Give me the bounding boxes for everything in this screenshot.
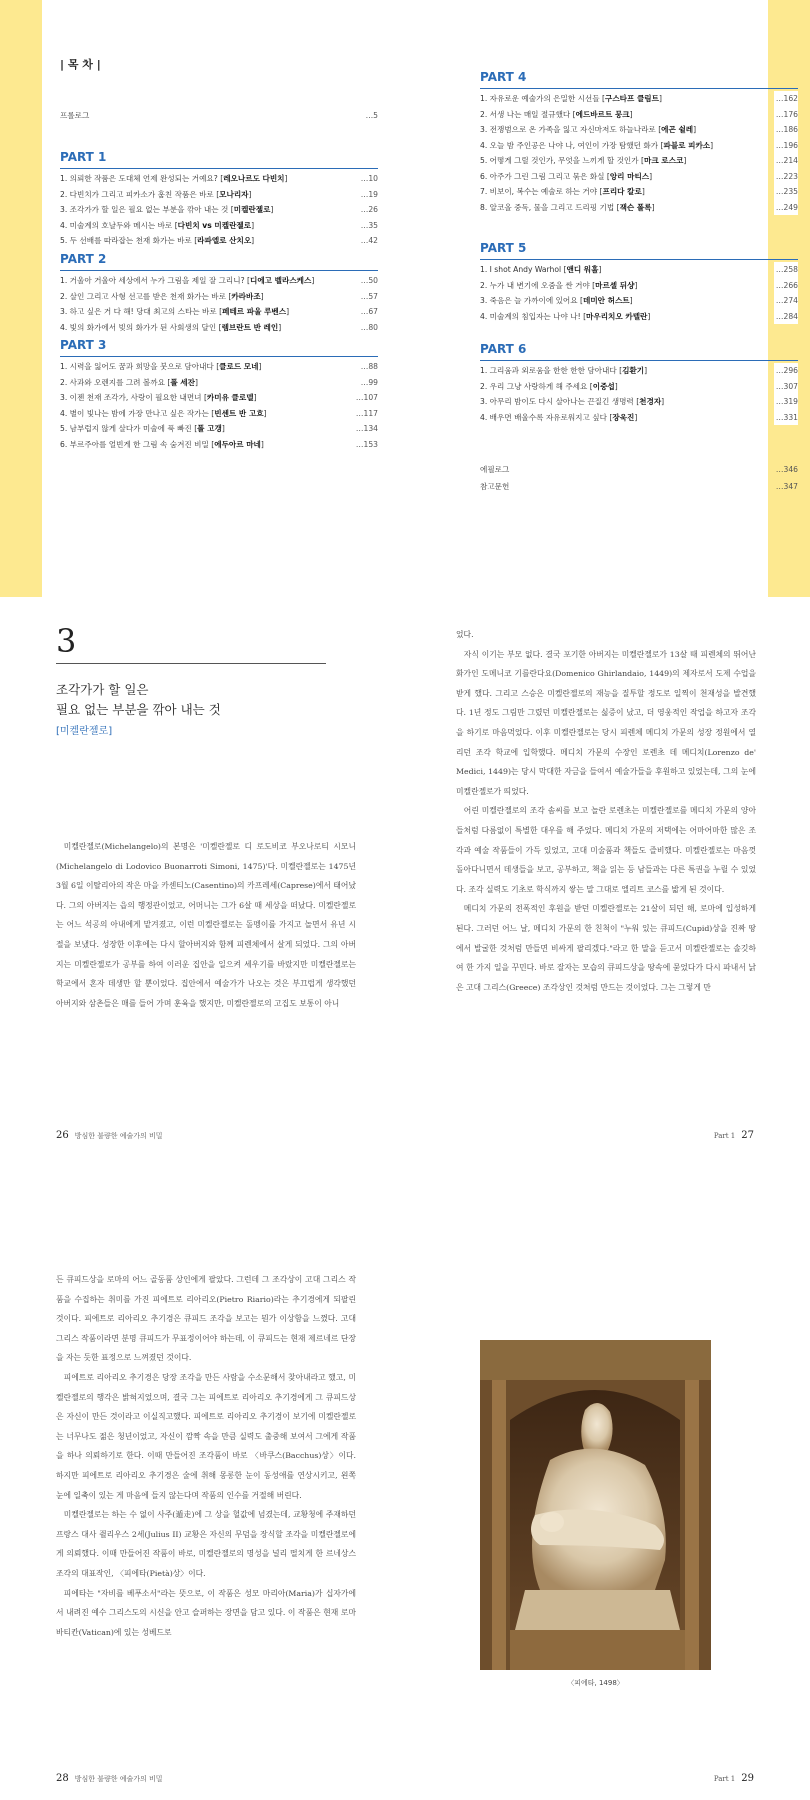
paragraph: 자식 이기는 부모 없다. 결국 포기한 아버지는 미켈란젤로가 13살 때 피렌체의 뛰어난 화가인 도메니코 기를란다요(Domenico Ghirlandaio, 1449)의 제자로서 도제 수업을 받게 했다. 그리고 스승은 미켈란젤로의 재능을 질투할 정도로 일찍이 천재성을 발견했다. 1년 정도 그림만 그렸던 미켈란젤로는 싫증이 났고, 더 영웅적인 작업을 하고자 조각을 하기로 마음먹었다. 이후 미켈란젤로는 당시 피렌체 메디치 가문의 성장 정원에서 열리던 조각 학교에 입학했다. 메디치 가문의 수장인 로렌초 데 메디치(Lorenzo de' Medici, 1449)는 당시 막대한 자금을 들여서 예술가들을 후원하고 있었는데, 그의 눈에 미켈란젤로가 띄었다. <box>456 649 756 796</box>
toc-entry[interactable]: 4. 오늘 밤 주인공은 나야 나, 여인이 가장 탐했던 화가 [파블로 피카소] …196 <box>480 138 798 154</box>
toc-references[interactable]: 참고문헌 …347 <box>480 482 798 491</box>
toc-entry[interactable]: 4. 별이 빛나는 밤에 가장 만나고 싶은 작가는 [빈센트 반 고흐] …117 <box>60 406 378 422</box>
toc-entry[interactable]: 1. 자유로운 예술가의 은밀한 시선들 [구스타프 클림트] …162 <box>480 91 798 107</box>
folio-28: 28 방심한 불량한 예술가의 비밀 <box>56 1773 163 1784</box>
toc-entry[interactable]: 4. 미술계의 호날두와 메시는 바로 [다빈치 vs 미켈란젤로] …35 <box>60 218 378 234</box>
toc-entry[interactable]: 4. 미술계의 침입자는 나야 나! [마우리치오 카텔란] …284 <box>480 309 798 325</box>
toc-entry[interactable]: 1. 거울아 거울아 세상에서 누가 그림을 제일 잘 그리니? [디에고 벨라스케스] …50 <box>60 273 378 289</box>
toc-part-2 <box>480 241 798 324</box>
pieta-photo <box>480 1340 711 1670</box>
paragraph: 피에타는 "자비를 베푸소서"라는 뜻으로, 이 작품은 성모 마리아(Maria)가 십자가에서 내려진 예수 그리스도의 시신을 안고 슬퍼하는 장면을 담고 있다. 이 작품은 현재 로마 바티칸(Vatican)에 있는 성베드로 <box>56 1588 356 1637</box>
toc-entry[interactable]: 1. 그리움과 외로움을 한한 한한 담아내다 [김환기] …296 <box>480 363 798 379</box>
paragraph: 미켈란젤로(Michelangelo)의 본명은 '미켈란젤로 디 로도비코 부오나로티 시모니(Michelangelo di Lodovico Buonarroti Simoni, 1475)'다. 미켈란젤로는 1475년 3월 6일 이탈리아의 작은 마을 카센티노(Casentino)의 카프레세(Caprese)에서 태어났다. 그의 아버지는 읍의 행정관이었고, 어머니는 그가 6살 때 세상을 떠났다. 미켈란젤로는 어느 석공의 아내에게 맡겨졌고, 이런 미켈란젤로는 돌멩이를 가지고 놀면서 유년 시절을 보냈다. 성장한 이후에는 다시 할아버지와 함께 피렌체에서 살게 되었다. 그의 아버지는 미켈란젤로가 공부를 하여 이러운 집안을 일으켜 세우기를 바랐지만 미켈란젤로는 학교에서 혼자 데생만 할 뿐이었다. 집안에서 예술가가 나오는 것은 부끄럽게 생각했던 아버지와 삼촌들은 매를 들어 가며 훈육을 했지만, 미켈란젤로의 고집도 보통이 아니 <box>56 842 356 1008</box>
toc-part-3 <box>60 338 378 452</box>
toc-entry[interactable]: 8. 알코올 중독, 물을 그리고 드리핑 기법 [잭슨 폴록] …249 <box>480 200 798 216</box>
toc-entry[interactable]: 3. 조각가가 할 일은 필요 없는 부분을 깎아 내는 것 [미켈란젤로] …26 <box>60 202 378 218</box>
toc-entry[interactable]: 2. 우리 그냥 사랑하게 해 주세요 [이중섭] …307 <box>480 379 798 395</box>
paragraph: 든 큐피드상을 로마의 어느 골동품 상인에게 팔았다. 그런데 그 조각상이 고대 그리스 작품을 수집하는 취미를 가진 피에트로 리아리오(Pietro Riario)라는 추기경에게 되팔린 것이다. 피에트로 리아리오 추기경은 큐피드 조각을 보고는 뭔가 이상함을 느꼈다. 고대 그리스 작품이라면 분명 큐피드가 무표정이어야 하는데, 이 큐피드는 현재 제르네르 단장을 자는 듯한 표정으로 느껴졌던 것이다. <box>56 1275 356 1363</box>
chapter-rule <box>56 663 326 664</box>
part-title: PART 3 <box>60 338 378 357</box>
toc-part-2 <box>60 252 378 335</box>
toc-entry[interactable]: 1. 시력을 잃어도 꿈과 희망을 붓으로 담아내다 [클로드 모네] …88 <box>60 359 378 375</box>
folio-26: 26 방심한 불량한 예술가의 비밀 <box>56 1130 163 1141</box>
paragraph: 어린 미켈란젤로의 조각 솜씨를 보고 놀란 로렌초는 미켈란젤로를 메디치 가문의 양아들처럼 다름없이 특별한 대우를 해 주었다. 메디치 가문의 저택에는 어마어마한 많은 조각과 예술 작품들이 가득 있었고, 고대 미술품과 책들도 즐비했다. 미켈란젤로는 마음껏 돌아다니면서 데생들을 보고, 공부하고, 책을 읽는 등 남들과는 다른 특권을 누릴 수 있었다. 조각 실력도 기초로 학식까지 쌓는 말 그대로 엘리트 코스를 밟게 된 것이다. <box>456 806 756 894</box>
toc-entry[interactable]: 3. 이젠 천재 조각가, 사랑이 필요한 내면녀 [카미유 클로델] …107 <box>60 390 378 406</box>
page-28-body <box>56 1270 356 1730</box>
folio-29: Part 1 29 <box>713 1773 754 1784</box>
toc-entry[interactable]: 2. 다빈치가 그리고 피카소가 훔친 작품은 바로 [모나리자] …19 <box>60 187 378 203</box>
part-title: PART 4 <box>480 70 798 89</box>
toc-page <box>42 0 798 597</box>
toc-entry[interactable]: 3. 전쟁범으로 온 가족을 잃고 자신마저도 하늘나라로 [에곤 쉴레] …186 <box>480 122 798 138</box>
paragraph: 메디치 가문의 전폭적인 후원을 받던 미켈란젤로는 21살이 되던 해, 로마에 입성하게 된다. 그러던 어느 날, 메디치 가문의 한 친척이 "누워 있는 큐피드(Cupid)상을 진짜 땅에서 발굴한 것처럼 만들면 비싸게 팔리겠다."라고 한 말을 듣고서 미켈란젤로는 솔깃하여 한 가지 일을 꾸민다. 바로 잘자는 모습의 큐피드상을 땅속에 묻었다가 다시 파내서 낡은 고대 그리스(Greece) 조각상인 것처럼 만드는 것이었다. 그는 그렇게 만 <box>456 904 756 992</box>
toc-part-3 <box>480 342 798 425</box>
part-title: PART 5 <box>480 241 798 260</box>
toc-entry[interactable]: 5. 남부럽지 않게 살다가 미술에 푹 빠진 [폴 고갱] …134 <box>60 421 378 437</box>
page-26-body <box>56 837 356 1059</box>
part-title: PART 2 <box>60 252 378 271</box>
paragraph: 미켈란젤로는 하는 수 없이 사주(遁走)에 그 상을 헐값에 넘겼는데, 교황청에 주재하던 프랑스 대사 쥘리우스 2세(Julius II) 교황은 자신의 무덤을 장식할 조각을 미켈란젤로에게 의뢰했다. 이때 만들어진 작품이 바로, 미켈란젤로의 명성을 널리 떨치게 한 르네상스 조각의 대표작인, 〈피에타(Pietà)상〉이다. <box>56 1510 356 1578</box>
toc-prologue[interactable]: 프롤로그 …5 <box>60 111 378 120</box>
part-title: PART 1 <box>60 150 378 169</box>
page-27 <box>456 625 756 1070</box>
chapter-title: 조각가가 할 일은 필요 없는 부분을 깎아 내는 것 <box>56 682 221 717</box>
toc-entry[interactable]: 3. 죽음은 늘 가까이에 있어요 [데미안 허스트] …274 <box>480 293 798 309</box>
page-28 <box>56 1270 356 1730</box>
pieta-sculpture-image <box>480 1340 711 1670</box>
toc-entry[interactable]: 3. 하고 싶은 거 다 해! 당대 최고의 스타는 바로 [페테르 파울 루벤스] …67 <box>60 304 378 320</box>
toc-spread <box>0 0 810 597</box>
paragraph: 피에트로 리아리오 추기경은 당장 조각을 만든 사람을 수소문해서 찾아내라고 했고, 미켈란젤로의 행각은 밝혀지었으며, 결국 그는 피에트로 리아리오 추기경에게 그 큐피드상은 자신이 만든 것이라고 이실직고했다. 피에트로 리아리오 추기경이 보기에 미켈란젤로는 너무나도 젊은 청년이었고, 자신이 깜짝 속을 만큼 실력도 출중해 보여서 그에게 작품을 하나 의뢰하기로 한다. 이때 만들어진 조각품이 바로 〈바쿠스(Bacchus)상〉이다. 하지만 피에트로 리아리오 추기경은 술에 취해 몽롱한 눈이 동성애를 연상시키고, 왼쪽 눈에 일축이 있는 게 마음에 들지 않는다며 작품의 인수를 거절해 버린다. <box>56 1372 356 1500</box>
toc-entry[interactable]: 3. 아무리 밤이도 다시 살아나는 끈질긴 생명력 [천경자] …319 <box>480 394 798 410</box>
page-26 <box>56 625 356 1059</box>
toc-entry[interactable]: 4. 빛의 화가에서 빚의 화가가 된 사회생의 달인 [렘브란트 반 레인] …80 <box>60 320 378 336</box>
toc-entry[interactable]: 6. 아주가 그린 그림 그리고 묶은 화실 [앙리 마티스] …223 <box>480 169 798 185</box>
chapter-number: 3 <box>56 625 77 660</box>
toc-label: | 목 차 | <box>60 58 101 71</box>
toc-entry[interactable]: 5. 어떻게 그릴 것인가, 무엇을 느끼게 할 것인가 [마크 로스코] …214 <box>480 153 798 169</box>
toc-entry[interactable]: 7. 비보이, 복수는 예술로 하는 거야 [프리다 칼로] …235 <box>480 184 798 200</box>
photo-caption: 〈피에타, 1498〉 <box>567 1679 624 1687</box>
toc-entry[interactable]: 4. 배우면 배울수록 자유로워지고 싶다 [장욱진] …331 <box>480 410 798 426</box>
toc-entry[interactable]: 2. 서생 나는 매일 절규했다 [에드바르트 뭉크] …176 <box>480 107 798 123</box>
spread-28-29 <box>0 1240 810 1800</box>
page-27-body <box>456 625 756 1070</box>
part-title: PART 6 <box>480 342 798 361</box>
toc-part-1 <box>480 70 798 215</box>
spread-26-27 <box>0 625 810 1165</box>
left-yellow-margin <box>0 0 42 597</box>
folio-27: Part 1 27 <box>713 1130 754 1141</box>
toc-part-1 <box>60 150 378 249</box>
toc-entry[interactable]: 5. 두 선배를 따라잡는 천재 화가는 바로 [라파엘로 산치오] …42 <box>60 233 378 249</box>
toc-entry[interactable]: 2. 누가 내 변기에 오줌을 싼 거야 [마르셀 뒤샹] …266 <box>480 278 798 294</box>
toc-epilogue[interactable]: 에필로그 …346 <box>480 465 798 474</box>
toc-entry[interactable]: 1. I shot Andy Warhol [앤디 워홀] …258 <box>480 262 798 278</box>
chapter-subtitle: [미켈란젤로] <box>56 726 113 737</box>
toc-entry[interactable]: 2. 살인 그리고 사형 선고를 받은 천재 화가는 바로 [카라바조] …57 <box>60 289 378 305</box>
toc-entry[interactable]: 6. 부르주아를 얼빈게 한 그림 속 숨겨진 비밀 [에두아르 마네] …153 <box>60 437 378 453</box>
paragraph: 었다. <box>456 630 474 639</box>
toc-entry[interactable]: 2. 사과와 오렌지를 그려 볼까요 [폴 세잔] …99 <box>60 375 378 391</box>
toc-entry[interactable]: 1. 의뢰한 작품은 도대체 언제 완성되는 거예요? [레오나르도 다빈치] …10 <box>60 171 378 187</box>
